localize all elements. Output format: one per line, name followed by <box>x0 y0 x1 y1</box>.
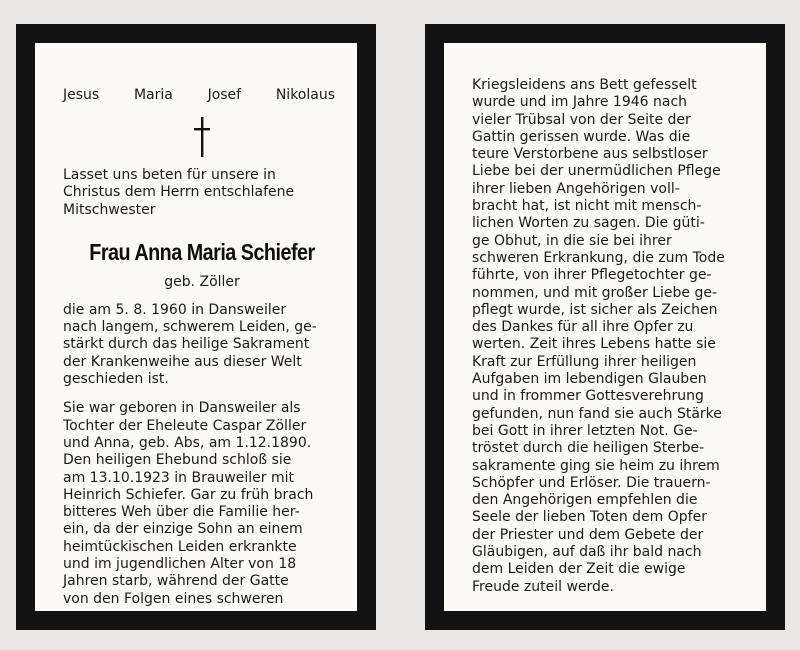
deceased-name: Frau Anna Maria Schiefer <box>89 238 315 265</box>
cross-icon <box>63 117 341 157</box>
death-paragraph: die am 5. 8. 1960 in Dansweiler nach langem, schwerem Leiden, ge- stärkt durch das heilige Sakrament der Krankenweihe aus dieser Welt geschieden ist. <box>63 301 317 388</box>
holy-names-row <box>63 87 341 103</box>
name-jesus: Jesus <box>63 87 100 103</box>
maiden-name: geb. Zöller <box>164 273 240 290</box>
continuation-text: Kriegsleidens ans Bett gefesselt wurde und im Jahre 1946 nach vieler Trübsal von der Seite der Gattin gerissen wurde. Was die teure Verstorbene aus selbstloser Liebe bei der unermüdlichen Pflege ihrer lieben Angehörigen voll- bracht hat, ist nicht mit mensch- lichen Worten zu sagen. Die güti- ge Obhut, in die sie bei ihrer schweren Erkrankung, die zum Tode führte, von ihrer Pflegetochter ge- nommen, und mit großer Liebe ge- pflegt wurde, ist sicher als Zeichen des Dankes für all ihre Opfer zu werten. Zeit ihres Lebens hatte sie Kraft zur Erfüllung ihrer heiligen Aufgaben im lebendigen Glauben und in frommer Gottesverehrung gefunden, nun fand sie auch Stärke bei Gott in ihrer letzten Not. Ge- tröstet durch die heiligen Sterbe- sakramente ging sie heim zu ihrem Schöpfer und Erlöser. Die trauern- den Angehörigen empfehlen die Seele der lieben Toten dem Opfer der Priester und dem Gebete der Gläubigen, auf daß ihr bald nach dem Leiden der Zeit die ewige Freude zuteil werde. <box>472 77 725 595</box>
name-maria: Maria <box>133 87 173 103</box>
prayer-text: Lasset uns beten für unsere in Christus dem Herrn entschlafene Mitschwester <box>63 167 295 218</box>
card-front-paper <box>35 43 357 611</box>
name-josef: Josef <box>207 87 242 103</box>
name-nikolaus: Nikolaus <box>275 87 335 103</box>
memorial-card-front <box>16 24 376 630</box>
memorial-card-back <box>425 24 785 630</box>
life-paragraph: Sie war geboren in Dansweiler als Tochter der Eheleute Caspar Zöller und Anna, geb. Abs, am 1.12.1890. Den heiligen Ehebund schloß sie am 13.10.1923 in Brauweiler mit Heinrich Schiefer. Gar zu früh brach bitteres Weh über die Familie her- ein, da der einzige Sohn an einem heimtückischen Leiden erkrankte und im jugendlichen Alter von 18 Jahren starb, während der Gatte von den Folgen eines schweren <box>63 400 314 607</box>
card-back-paper <box>444 43 766 611</box>
